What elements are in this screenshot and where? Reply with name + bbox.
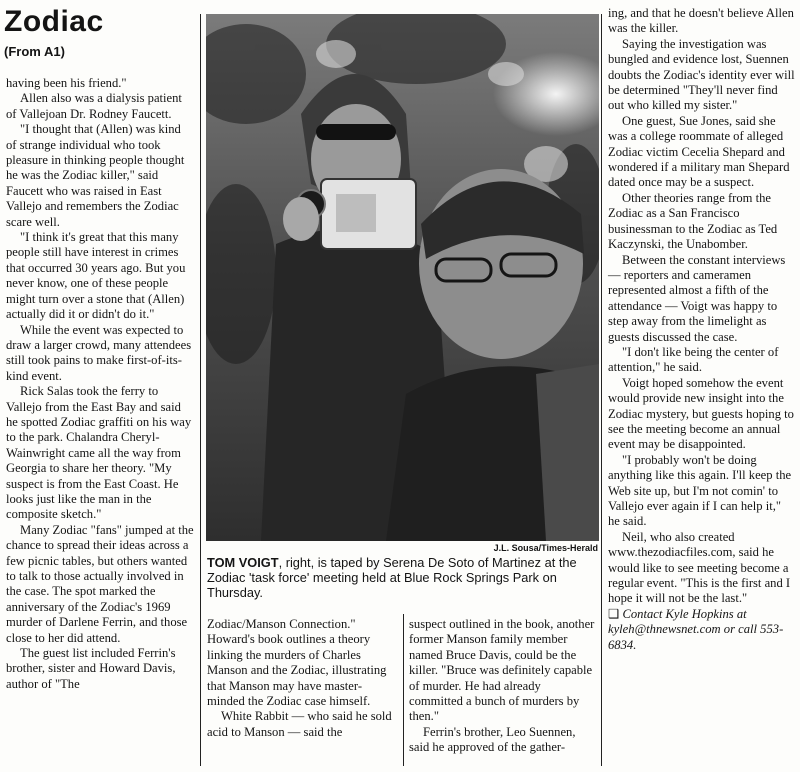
column-4 (608, 6, 796, 653)
paragraph: While the event was expected to draw a larger crowd, many attendees still took pains to make first-of-its-kind event. (6, 322, 192, 383)
column-rule-middle (403, 614, 404, 766)
paragraph: Voigt hoped somehow the event would provide new insight into the Zodiac mystery, but guests hoping to see the meeting become an annual event may be disappointed. (608, 375, 794, 452)
contact-text: Contact Kyle Hopkins at kyleh@thnewsnet.com or call 553-6834. (608, 606, 784, 652)
paragraph: Other theories range from the Zodiac as a San Francisco businessman to the Zodiac as Ted Kaczynski, the Unabomber. (608, 190, 778, 252)
paragraph: Between the constant interviews — reporters and cameramen represented almost a fifth of the attendance — Voigt was happy to step away from the limelight as guests discussed the case. (608, 252, 786, 344)
column-1 (6, 76, 194, 692)
caption-text: , right, is taped by Serena De Soto of Martinez at the Zodiac 'task force' meeting held at Blue Rock Springs Park on Thursday. (207, 555, 577, 600)
box-bullet-icon: ❑ (608, 606, 620, 621)
camcorder (283, 179, 416, 249)
paragraph: "I probably won't be doing anything like this again. I'll keep the Web site up, but I'm not comin' to Vallejo ever again if I can help it," he said. (608, 452, 792, 529)
jump-line: (From A1) (4, 44, 65, 59)
paragraph: suspect outlined in the book, another former Manson family member named Bruce Davis, could be the killer. "Bruce was definitely capable of murder. He had already committed a bunch of murders by then." (409, 617, 595, 724)
column-rule-left (200, 14, 201, 766)
photo-credit: J.L. Sousa/Times-Herald (493, 543, 598, 553)
paragraph: The guest list included Ferrin's brother, sister and Howard Davis, author of "The (6, 646, 176, 691)
paragraph: ing, and that he doesn't believe Allen was the killer. (608, 6, 794, 36)
caption-name: TOM VOIGT (207, 555, 279, 570)
paragraph: One guest, Sue Jones, said she was a college roommate of alleged Zodiac victim Cecelia Shepard and wondered if a military man Shepard dated once may be a suspect. (608, 113, 790, 190)
contact-line (608, 607, 796, 653)
column-rule-right (601, 14, 602, 766)
paragraph: Zodiac/Manson Connection." Howard's book outlines a theory linking the murders of Charles Manson and the Zodiac, illustrating that Manson may have master-minded the Zodiac case himself. (207, 617, 387, 709)
paragraph: Ferrin's brother, Leo Suennen, said he approved of the gather- (409, 724, 576, 755)
paragraph: Many Zodiac "fans" jumped at the chance to spread their ideas across a few picnic tables, but others wanted to talk to those actually involved in the case. The spot marked the anniversary of the Zodiac's 1969 murder of Darlene Ferrin, and those close to her did attend. (6, 522, 194, 645)
photo-illustration (206, 14, 599, 541)
paragraph: Allen also was a dialysis patient of Vallejoan Dr. Rodney Faucett. (6, 91, 182, 121)
column-3 (409, 617, 597, 756)
paragraph: "I think it's great that this many people still have interest in crimes that occurred 30 years ago. But you never know, one of these people might turn over a stone that (Allen) actually did it or didn't do it." (6, 230, 186, 322)
headline: Zodiac (4, 5, 104, 38)
paragraph: Neil, who also created www.thezodiacfiles.com, said he would like to see meeting become a regular event. "This is the first and I hope it will not be the last." (608, 529, 791, 606)
column-2 (207, 617, 397, 740)
paragraph: Saying the investigation was bungled and evidence lost, Suennen doubts the Zodiac's identity ever will be determined "They'll never find out who killed my sister." (608, 36, 795, 113)
paragraph: "I don't like being the center of attention," he said. (608, 344, 779, 375)
paragraph: "I thought that (Allen) was kind of strange individual who took pleasure in thinking people thought he was the Zodiac killer," said Faucett who was raised in East Vallejo and remembers the Zodiac scare well. (6, 122, 185, 229)
news-photo (206, 14, 599, 541)
paragraph: Rick Salas took the ferry to Vallejo from the East Bay and said he spotted Zodiac graffiti on his way to the park. Chalandra Cheryl-Wainwright came all the way from Georgia to share her theory. "My suspect is from the East Coast. He looks just like the man in the composite sketch." (6, 384, 192, 522)
paragraph: having been his friend." (6, 76, 127, 90)
paragraph: White Rabbit — who said he sold acid to Manson — said the (207, 709, 392, 739)
photo-caption (207, 555, 599, 600)
